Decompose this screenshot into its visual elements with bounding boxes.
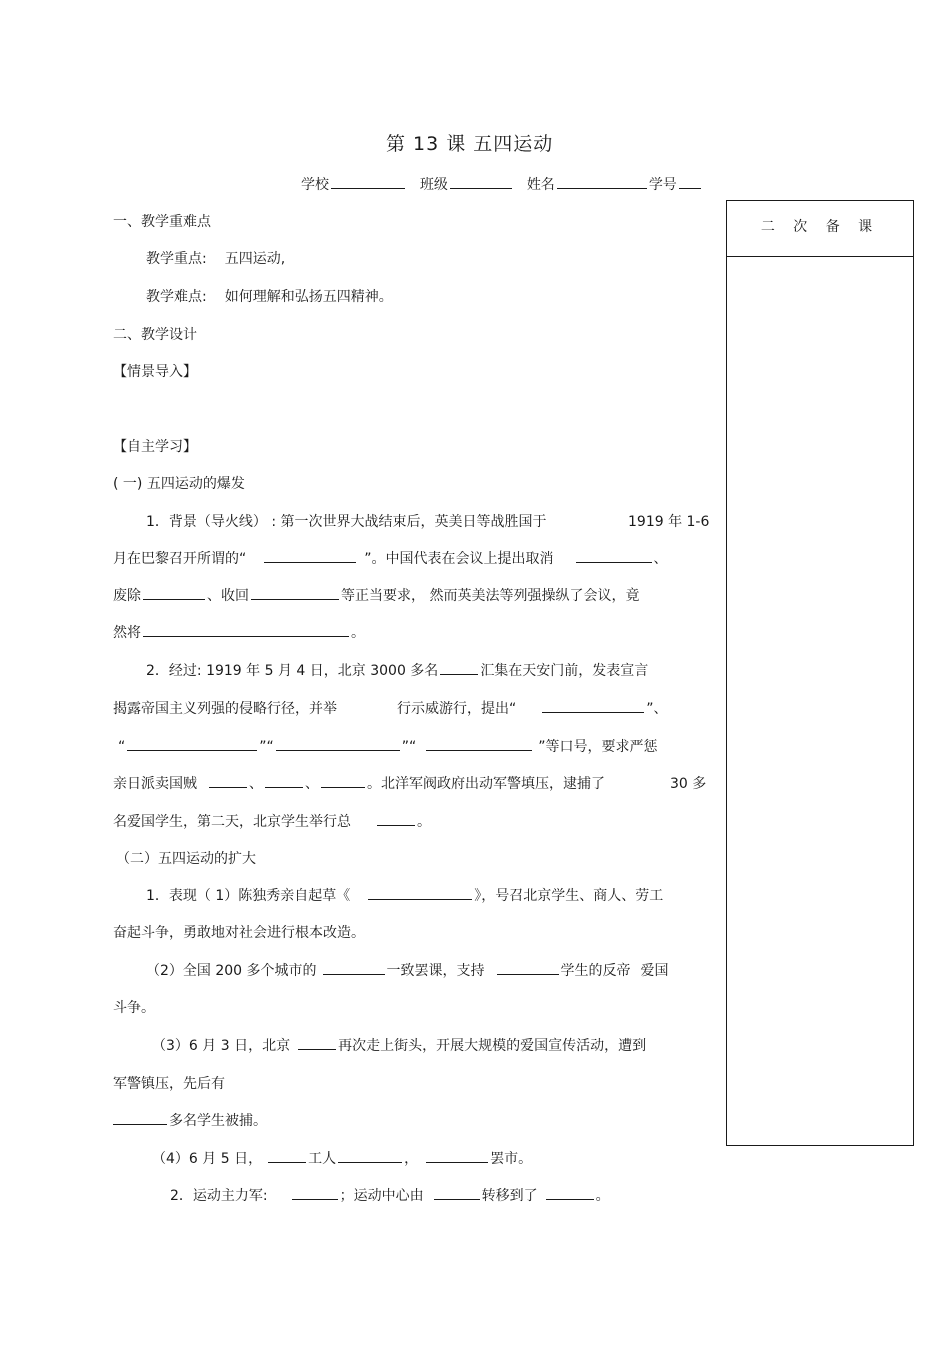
support-blank[interactable] xyxy=(497,960,559,975)
text-fragment: 月在巴黎召开所谓的“ xyxy=(113,551,247,567)
text-fragment: ；运动中心由 xyxy=(339,1188,424,1204)
text-fragment: 。 xyxy=(595,1188,610,1204)
self-study-heading: 【自主学习】 xyxy=(113,439,197,455)
teaching-difficulty-row xyxy=(146,286,393,306)
part1-para1-line4 xyxy=(113,622,365,642)
text-fragment: ”、 xyxy=(646,701,668,717)
text-fragment: 。 xyxy=(417,814,431,830)
arrested-blank[interactable] xyxy=(113,1110,167,1125)
teaching-key-label: 教学重点: xyxy=(146,251,207,267)
text-fragment: 1．背景（导火线） : 第一次世界大战结束后，英美日等战胜国于 xyxy=(146,514,547,530)
section1-heading: 一、教学重难点 xyxy=(113,214,211,230)
text-fragment: 一致罢课，支持 xyxy=(386,963,485,979)
part1-para2-line5 xyxy=(113,811,431,831)
main-force-blank[interactable] xyxy=(292,1185,338,1200)
text-fragment: 行示威游行，提出“ xyxy=(397,701,517,717)
strike-blank[interactable] xyxy=(377,811,415,826)
text-fragment: 爱国 xyxy=(640,963,669,979)
text-fragment: 。北洋军阀政府出动军警填压，逮捕了 xyxy=(367,776,605,792)
text-fragment: 、 xyxy=(653,551,668,567)
slogan-blank-1[interactable] xyxy=(542,698,644,713)
students-blank[interactable] xyxy=(440,660,478,675)
text-fragment: （4）6 月 5 日， xyxy=(152,1151,263,1167)
text-fragment: 亲日派卖国贼 xyxy=(113,776,197,792)
part1-para2-count: 30 多 xyxy=(670,776,707,792)
text-fragment: ”。中国代表在会议上提出取消 xyxy=(364,551,554,567)
part2-para1-line2: 奋起斗争，勇敢地对社会进行根本改造。 xyxy=(113,925,365,941)
text-fragment: 2．运动主力军: xyxy=(170,1188,268,1204)
part2-para3-line3 xyxy=(113,1110,267,1130)
text-fragment: ”“ xyxy=(259,739,274,755)
text-fragment: 工人 xyxy=(308,1151,337,1167)
text-fragment: ， xyxy=(404,1151,419,1167)
part2-para3-line1 xyxy=(152,1035,646,1055)
teaching-difficulty-label: 教学难点: xyxy=(146,289,207,305)
transfer-blank[interactable] xyxy=(143,622,349,637)
part1-para1-date: 1919 年 1-6 xyxy=(628,514,710,530)
text-fragment: （3）6 月 3 日，北京 xyxy=(152,1038,291,1054)
page-title: 第 13 课 五四运动 xyxy=(386,133,554,155)
part1-para1-line1 xyxy=(146,511,547,531)
text-fragment: 等正当要求， 然而英美法等列强操纵了会议，竟 xyxy=(341,588,640,604)
part1-heading: ( 一) 五四运动的爆发 xyxy=(113,476,245,492)
text-fragment: 然将 xyxy=(113,625,141,641)
june5-blank-2[interactable] xyxy=(338,1148,402,1163)
slogan-blank-2[interactable] xyxy=(127,736,257,751)
conference-blank[interactable] xyxy=(264,548,356,563)
school-label: 学校 xyxy=(301,177,329,193)
part2-para4-line1 xyxy=(152,1148,532,1168)
text-fragment: 废除 xyxy=(113,588,141,604)
section2-heading: 二、教学设计 xyxy=(113,327,197,343)
text-fragment: 、收回 xyxy=(207,588,249,604)
text-fragment: 再次走上街头，开展大规模的爱国宣传活动，遭到 xyxy=(338,1038,647,1054)
part2-para1-line1 xyxy=(146,885,663,905)
traitor-blank-1[interactable] xyxy=(209,773,247,788)
teaching-key-row xyxy=(146,248,285,268)
center-from-blank[interactable] xyxy=(434,1185,480,1200)
text-fragment: ”“ xyxy=(401,739,417,755)
june3-blank[interactable] xyxy=(298,1035,336,1050)
text-fragment: 转移到了 xyxy=(481,1188,538,1204)
part1-para1-line3 xyxy=(113,585,639,605)
part2-para2-line2: 斗争。 xyxy=(113,1000,155,1016)
text-fragment: 名爱国学生，第二天，北京学生举行总 xyxy=(113,814,351,830)
text-fragment: ”等口号，要求严惩 xyxy=(538,739,658,755)
student-info-line xyxy=(301,174,703,194)
text-fragment: 汇集在天安门前，发表宣言 xyxy=(480,663,649,679)
name-blank[interactable] xyxy=(557,174,647,189)
teaching-key-value: 五四运动, xyxy=(224,251,286,267)
text-fragment: 2．经过: 1919 年 5 月 4 日，北京 3000 多名 xyxy=(146,663,439,679)
part1-para2-line3 xyxy=(118,736,658,756)
article-blank[interactable] xyxy=(368,885,472,900)
school-blank[interactable] xyxy=(331,174,405,189)
number-label: 学号 xyxy=(648,177,677,193)
second-prep-box xyxy=(726,200,914,1146)
second-prep-writing-area[interactable] xyxy=(727,257,913,1145)
text-fragment: 揭露帝国主义列强的侵略行径，并举 xyxy=(113,701,337,717)
name-label: 姓名 xyxy=(526,177,555,193)
part2-para2-line1 xyxy=(146,960,669,980)
text-fragment: 》，号召北京学生、商人、劳工 xyxy=(474,888,664,904)
part1-para2-line4 xyxy=(113,773,605,793)
slogan-blank-3[interactable] xyxy=(276,736,400,751)
text-fragment: 。 xyxy=(351,625,365,641)
second-prep-label: 二 次 备 课 xyxy=(727,201,913,257)
part1-para2-line1 xyxy=(146,660,648,680)
text-fragment: 罢市。 xyxy=(490,1151,533,1167)
class-blank[interactable] xyxy=(450,174,512,189)
teaching-difficulty-value: 如何理解和弘扬五四精神。 xyxy=(224,289,393,305)
part2-heading: （二）五四运动的扩大 xyxy=(116,851,256,867)
june5-blank-1[interactable] xyxy=(268,1148,306,1163)
remove-blank[interactable] xyxy=(143,585,205,600)
june5-blank-3[interactable] xyxy=(426,1148,488,1163)
slogan-blank-4[interactable] xyxy=(426,736,532,751)
scenario-intro-heading: 【情景导入】 xyxy=(113,364,197,380)
abolish-blank[interactable] xyxy=(576,548,652,563)
cities-blank[interactable] xyxy=(323,960,385,975)
number-blank[interactable] xyxy=(679,174,701,189)
part2-para5-line1 xyxy=(170,1185,610,1205)
class-label: 班级 xyxy=(419,177,448,193)
text-fragment: 1．表现（ 1）陈独秀亲自起草《 xyxy=(146,888,351,904)
text-fragment: “ xyxy=(118,739,126,755)
center-to-blank[interactable] xyxy=(546,1185,594,1200)
text-fragment: 、 xyxy=(305,776,319,792)
text-fragment: 学生的反帝 xyxy=(560,963,631,979)
traitor-blank-2[interactable] xyxy=(265,773,303,788)
text-fragment: 、 xyxy=(249,776,263,792)
recover-blank[interactable] xyxy=(251,585,339,600)
text-fragment: （2）全国 200 多个城市的 xyxy=(146,963,317,979)
traitor-blank-3[interactable] xyxy=(321,773,365,788)
part1-para1-line2 xyxy=(113,548,668,568)
text-fragment: 多名学生被捕。 xyxy=(169,1113,267,1129)
part2-para3-line2: 军警镇压，先后有 xyxy=(113,1076,225,1092)
part1-para2-line2 xyxy=(113,698,668,718)
